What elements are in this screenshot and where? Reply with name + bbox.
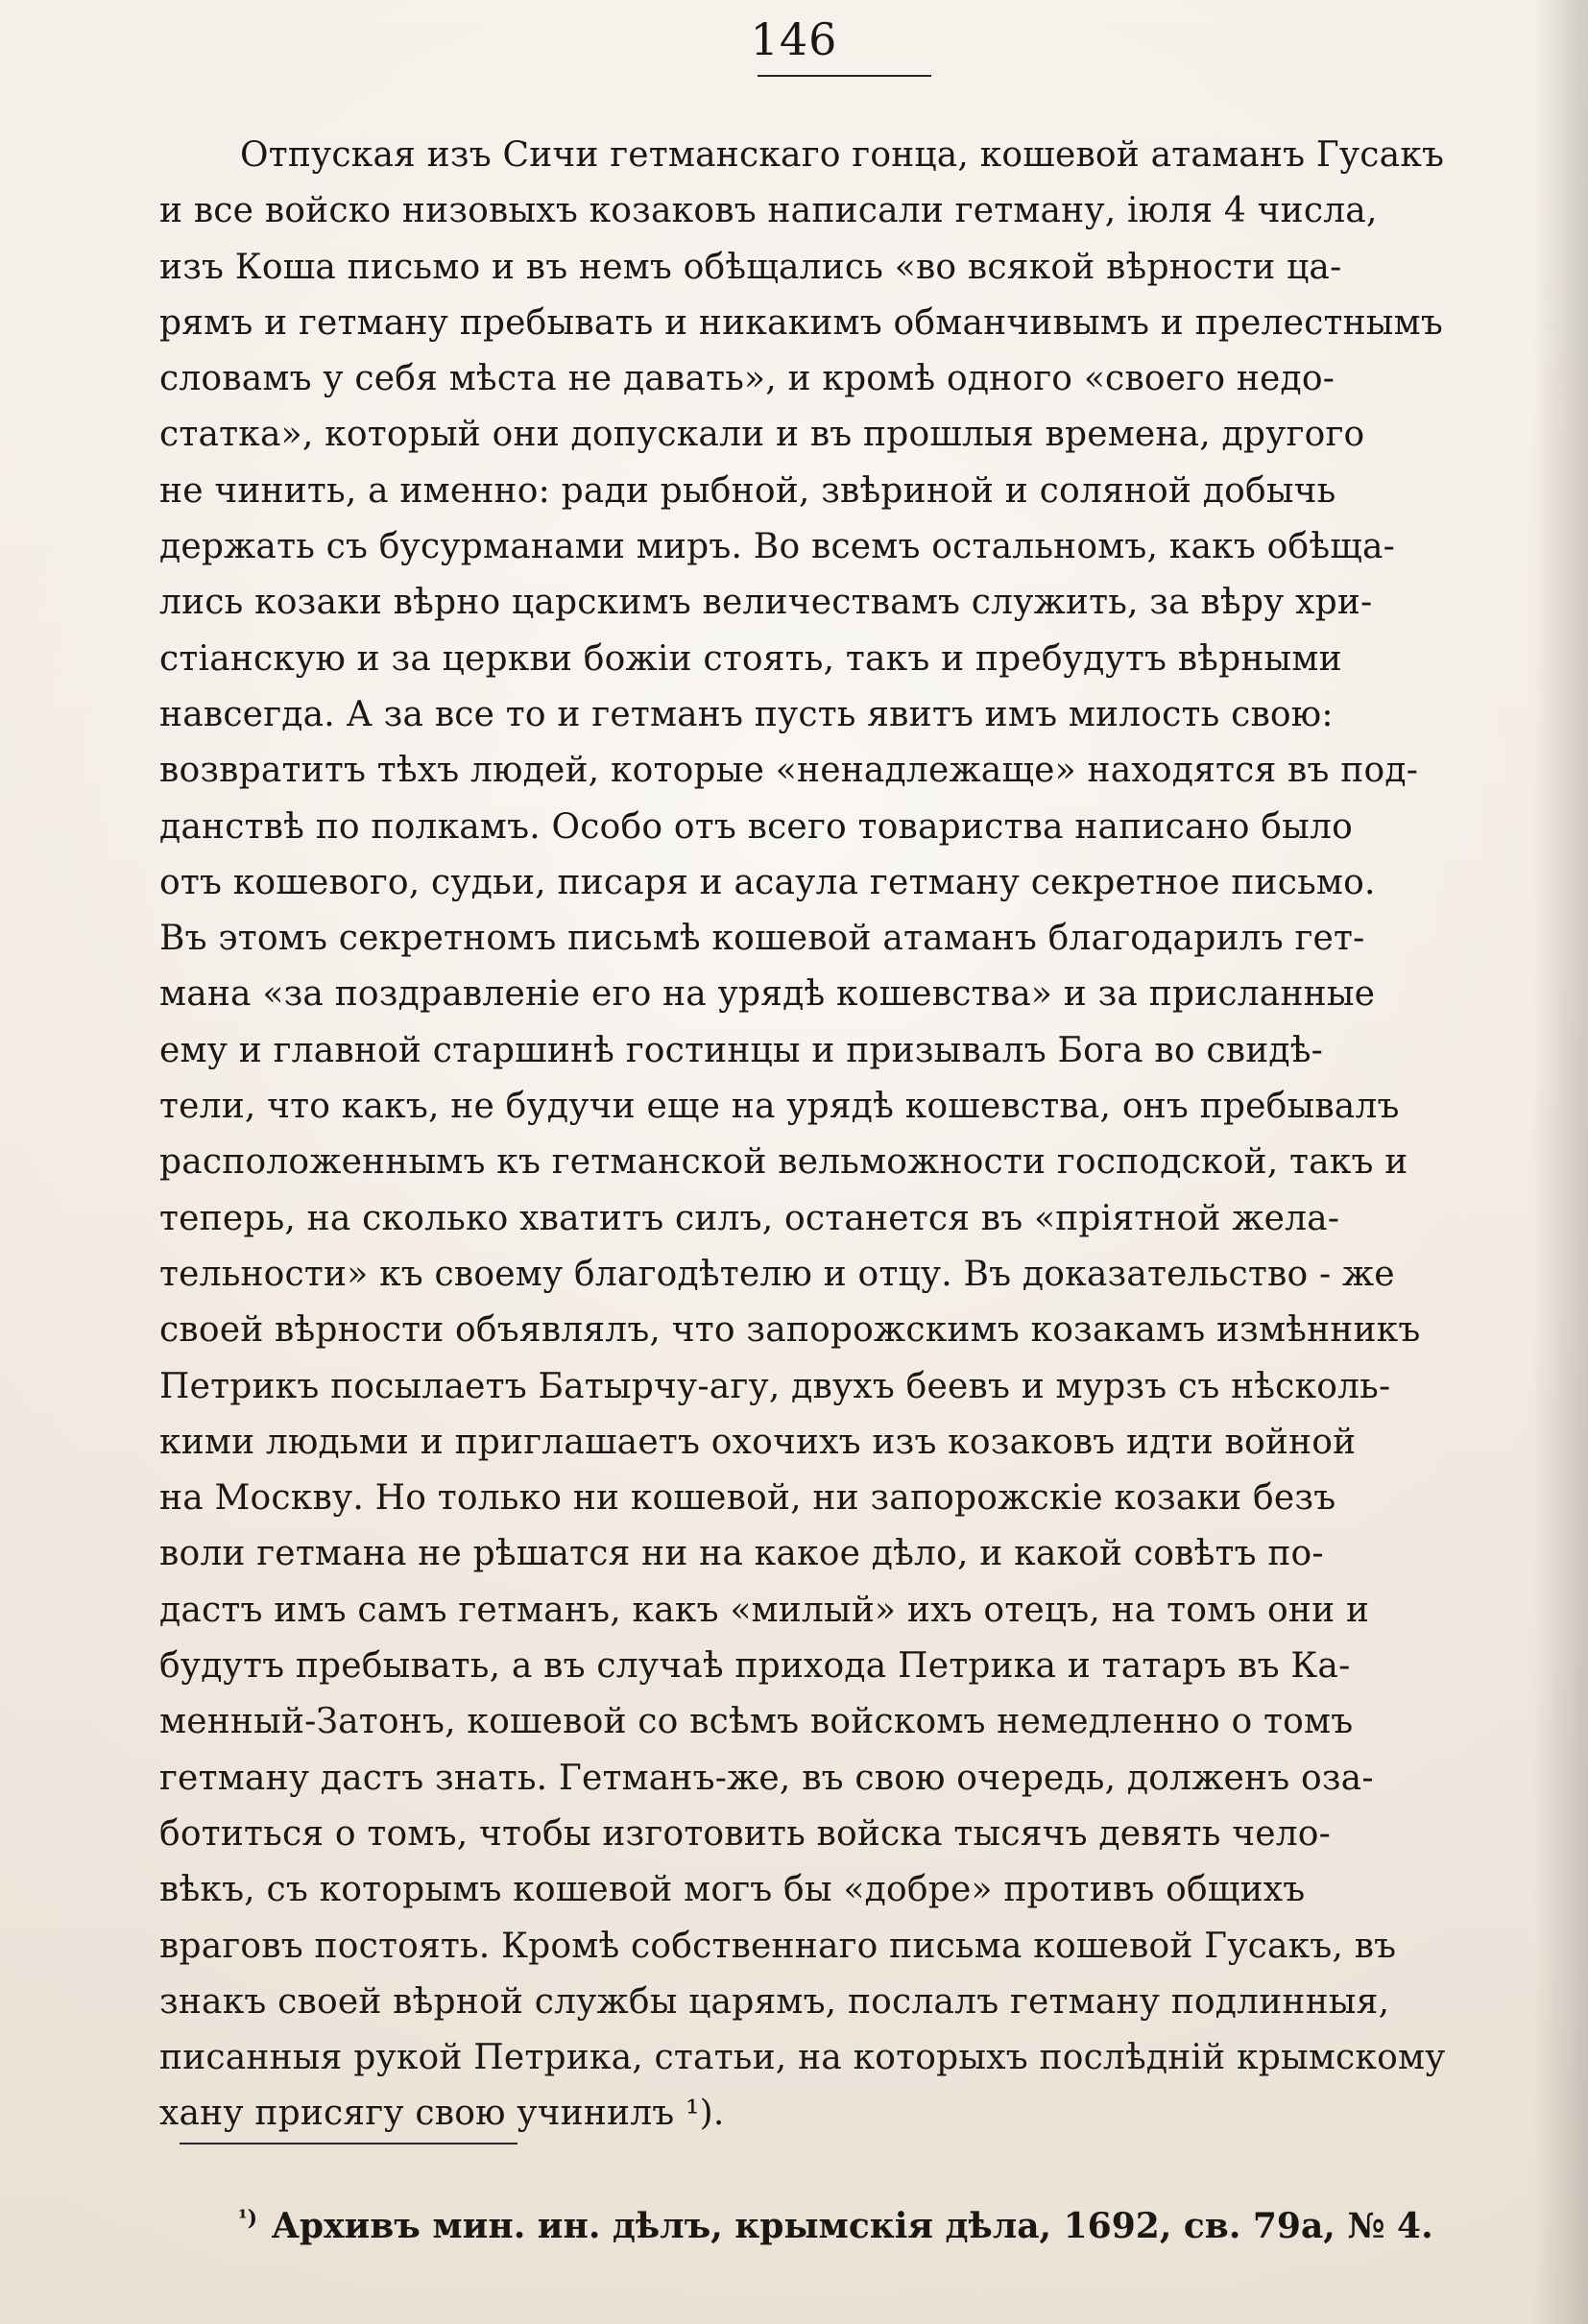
footnote: [238, 2195, 1438, 2249]
page-number: 146: [750, 13, 838, 65]
text-line: теперь, на сколько хватитъ силъ, останется въ «пріятной жела-: [159, 1198, 1340, 1238]
text-line: данствѣ по полкамъ. Особо отъ всего товариства написано было: [159, 806, 1353, 847]
text-line: враговъ постоять. Кромѣ собственнаго письма кошевой Гусакъ, въ: [159, 1926, 1397, 1966]
body-text: [159, 128, 1569, 2143]
text-line: ботиться о томъ, чтобы изготовить войска тысячъ девять чело-: [159, 1813, 1332, 1854]
text-line: держать съ бусурманами миръ. Во всемъ остальномъ, какъ обѣща-: [159, 527, 1395, 567]
footnote-text: Архивъ мин. ин. дѣлъ, крымскія дѣла, 1692, св. 79а, № 4.: [271, 2206, 1433, 2246]
text-line: воли гетмана не рѣшатся ни на какое дѣло, и какой совѣтъ по-: [159, 1534, 1324, 1574]
text-line: Петрикъ посылаетъ Батырчу-агу, двухъ беевъ и мурзъ съ нѣсколь-: [159, 1366, 1391, 1406]
text-line: изъ Коша письмо и въ немъ обѣщались «во всякой вѣрности ца-: [159, 247, 1342, 287]
footnote-marker: ¹): [238, 2206, 258, 2231]
text-line: тели, что какъ, не будучи еще на урядѣ кошевства, онъ пребывалъ: [159, 1087, 1400, 1127]
text-line: отъ кошевого, судьи, писаря и асаула гетману секретное письмо.: [159, 862, 1376, 902]
text-line: и все войско низовыхъ козаковъ написали гетману, іюля 4 числа,: [159, 191, 1378, 231]
text-line: дастъ имъ самъ гетманъ, какъ «милый» ихъ отецъ, на томъ они и: [159, 1590, 1370, 1630]
text-line: на Москву. Но только ни кошевой, ни запорожскіе козаки безъ: [159, 1478, 1336, 1519]
text-line: тельности» къ своему благодѣтелю и отцу. Въ доказательство - же: [159, 1254, 1395, 1294]
text-line: хану присягу свою учинилъ ¹).: [159, 2094, 725, 2134]
text-line: знакъ своей вѣрной службы царямъ, послалъ гетману подлинныя,: [159, 1981, 1390, 2022]
text-line: писанныя рукой Петрика, статьи, на которыхъ послѣдній крымскому: [159, 2038, 1446, 2078]
text-line: расположеннымъ къ гетманской вельможности господской, такъ и: [159, 1142, 1408, 1183]
footnote-divider: [180, 2143, 517, 2144]
text-line: словамъ у себя мѣста не давать», и кромѣ одного «своего недо-: [159, 359, 1335, 399]
text-line: вѣкъ, съ которымъ кошевой могъ бы «добре» противъ общихъ: [159, 1870, 1306, 1910]
text-line: навсегда. А за все то и гетманъ пусть явитъ имъ милость свою:: [159, 694, 1334, 734]
text-line: лись козаки вѣрно царскимъ величествамъ служить, за вѣру хри-: [159, 583, 1373, 623]
text-line: стіанскую и за церкви божіи стоять, такъ и пребудутъ вѣрными: [159, 638, 1342, 679]
text-line: менный-Затонъ, кошевой со всѣмъ войскомъ немедленно о томъ: [159, 1702, 1354, 1742]
text-line: кими людьми и приглашаетъ охочихъ изъ козаковъ идти войной: [159, 1422, 1357, 1462]
text-line: не чинить, а именно: ради рыбной, звѣриной и соляной добычь: [159, 470, 1336, 511]
text-line: своей вѣрности объявлялъ, что запорожскимъ козакамъ измѣнникъ: [159, 1310, 1421, 1351]
text-line: ему и главной старшинѣ гостинцы и призывалъ Бога во свидѣ-: [159, 1030, 1324, 1070]
text-line: Въ этомъ секретномъ письмѣ кошевой атаманъ благодарилъ гет-: [159, 919, 1365, 959]
page-number-rule: [758, 75, 931, 77]
text-line: возвратитъ тѣхъ людей, которые «ненадлежаще» находятся въ под-: [159, 751, 1419, 791]
text-line: будутъ пребывать, а въ случаѣ прихода Петрика и татаръ въ Ка-: [159, 1646, 1351, 1687]
text-line: мана «за поздравленіе его на урядѣ кошевства» и за присланные: [159, 974, 1376, 1015]
text-line: гетману дастъ знать. Гетманъ-же, въ свою очередь, долженъ оза-: [159, 1758, 1374, 1798]
text-line: рямъ и гетману пребывать и никакимъ обманчивымъ и прелестнымъ: [159, 302, 1443, 343]
text-line: статка», который они допускали и въ прошлыя времена, другого: [159, 415, 1365, 455]
text-line: Отпуская изъ Сичи гетманскаго гонца, кошевой атаманъ Гусакъ: [240, 135, 1445, 175]
